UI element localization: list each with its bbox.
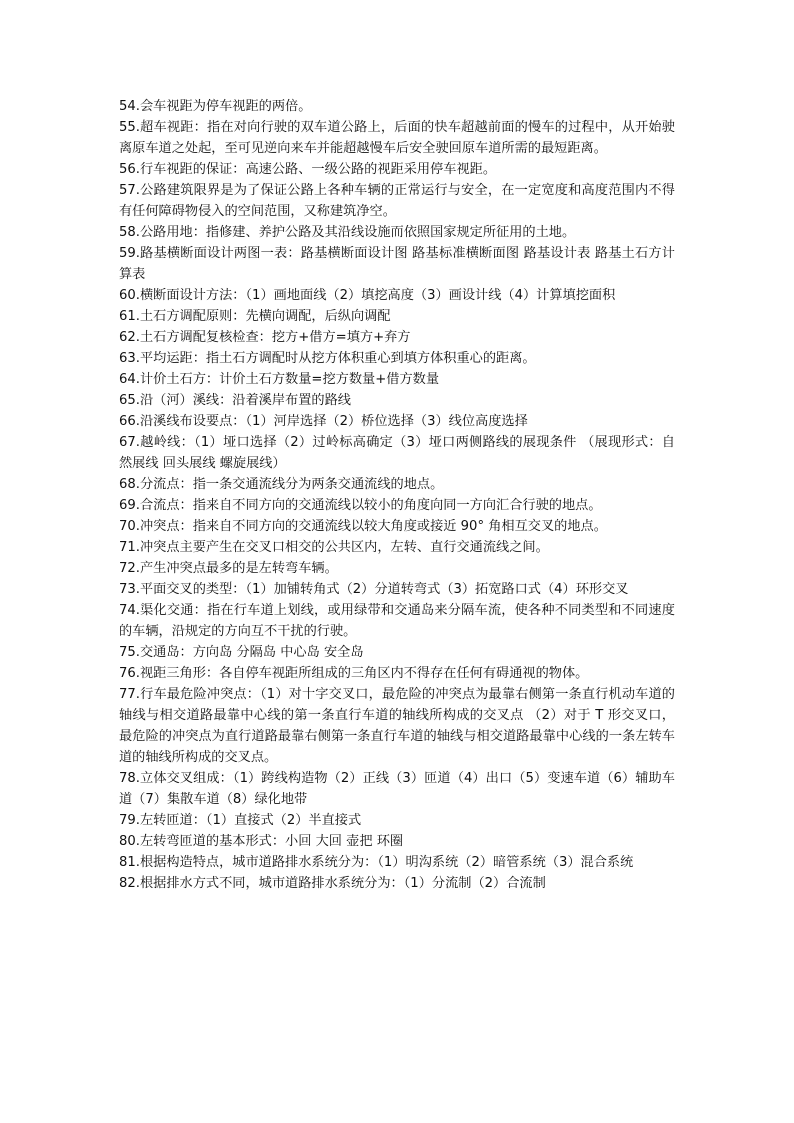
- paragraph-81: 81.根据构造特点，城市道路排水系统分为：（1）明沟系统（2）暗管系统（3）混合系统: [119, 855, 634, 870]
- paragraph-54: 54.会车视距为停车视距的两倍。: [119, 99, 312, 114]
- paragraph-72: 72.产生冲突点最多的是左转弯车辆。: [119, 561, 338, 576]
- paragraph-70: 70.冲突点：指来自不同方向的交通流线以较大角度或接近 90° 角相互交叉的地点。: [119, 519, 607, 534]
- paragraph-79: 79.左转匝道：（1）直接式（2）半直接式: [119, 813, 362, 828]
- paragraph-74: 74.渠化交通：指在行车道上划线，或用绿带和交通岛来分隔车流，使各种不同类型和不同速度的车辆，沿规定的方向互不干扰的行驶。: [119, 603, 675, 639]
- paragraph-58: 58.公路用地：指修建、养护公路及其沿线设施而依照国家规定所征用的土地。: [119, 225, 576, 240]
- paragraph-64: 64.计价土石方：计价土石方数量=挖方数量+借方数量: [119, 372, 440, 387]
- paragraph-66: 66.沿溪线布设要点：（1）河岸选择（2）桥位选择（3）线位高度选择: [119, 414, 528, 429]
- paragraph-77: 77.行车最危险冲突点：（1）对十字交叉口，最危险的冲突点为最靠右侧第一条直行机动车道的轴线与相交道路最靠中心线的第一条直行车道的轴线所构成的交叉点 （2）对于 T 形交叉口，最危险的冲突点为直行道路最靠右侧第一条直行车道的轴线与相交道路最靠中心线的一条左转车道的轴线所构成的交叉点。: [119, 687, 675, 765]
- paragraph-56: 56.行车视距的保证：高速公路、一级公路的视距采用停车视距。: [119, 162, 497, 177]
- paragraph-69: 69.合流点：指来自不同方向的交通流线以较小的角度向同一方向汇合行驶的地点。: [119, 498, 602, 513]
- paragraph-55: 55.超车视距：指在对向行驶的双车道公路上，后面的快车超越前面的慢车的过程中，从开始驶离原车道之处起，至可见逆向来车并能超越慢车后安全驶回原车道所需的最短距离。: [119, 120, 675, 156]
- paragraph-80: 80.左转弯匝道的基本形式：小回 大回 壶把 环圈: [119, 834, 404, 849]
- paragraph-82: 82.根据排水方式不同，城市道路排水系统分为：（1）分流制（2）合流制: [119, 876, 546, 891]
- paragraph-60: 60.横断面设计方法：（1）画地面线（2）填挖高度（3）画设计线（4）计算填挖面积: [119, 288, 616, 303]
- paragraph-71: 71.冲突点主要产生在交叉口相交的公共区内，左转、直行交通流线之间。: [119, 540, 549, 555]
- paragraph-62: 62.土石方调配复核检查：挖方+借方=填方+弃方: [119, 330, 411, 345]
- paragraph-78: 78.立体交叉组成：（1）跨线构造物（2）正线（3）匝道（4）出口（5）变速车道（6）辅助车道（7）集散车道（8）绿化地带: [119, 771, 675, 807]
- paragraph-68: 68.分流点：指一条交通流线分为两条交通流线的地点。: [119, 477, 444, 492]
- paragraph-63: 63.平均运距：指土石方调配时从挖方体积重心到填方体积重心的距离。: [119, 351, 536, 366]
- document-body: [119, 96, 675, 894]
- paragraph-57: 57.公路建筑限界是为了保证公路上各种车辆的正常运行与安全，在一定宽度和高度范围内不得有任何障碍物侵入的空间范围，又称建筑净空。: [119, 183, 675, 219]
- paragraph-67: 67.越岭线：（1）垭口选择（2）过岭标高确定（3）垭口两侧路线的展现条件 （展现形式：自然展线 回头展线 螺旋展线）: [119, 435, 675, 471]
- paragraph-76: 76.视距三角形：各自停车视距所组成的三角区内不得存在任何有碍通视的物体。: [119, 666, 589, 681]
- paragraph-61: 61.土石方调配原则：先横向调配，后纵向调配: [119, 309, 391, 324]
- paragraph-65: 65.沿（河）溪线：沿着溪岸布置的路线: [119, 393, 351, 408]
- paragraph-73: 73.平面交叉的类型：（1）加铺转角式（2）分道转弯式（3）拓宽路口式（4）环形交叉: [119, 582, 629, 597]
- paragraph-75: 75.交通岛：方向岛 分隔岛 中心岛 安全岛: [119, 645, 364, 660]
- paragraph-59: 59.路基横断面设计两图一表：路基横断面设计图 路基标准横断面图 路基设计表 路基土石方计算表: [119, 246, 675, 282]
